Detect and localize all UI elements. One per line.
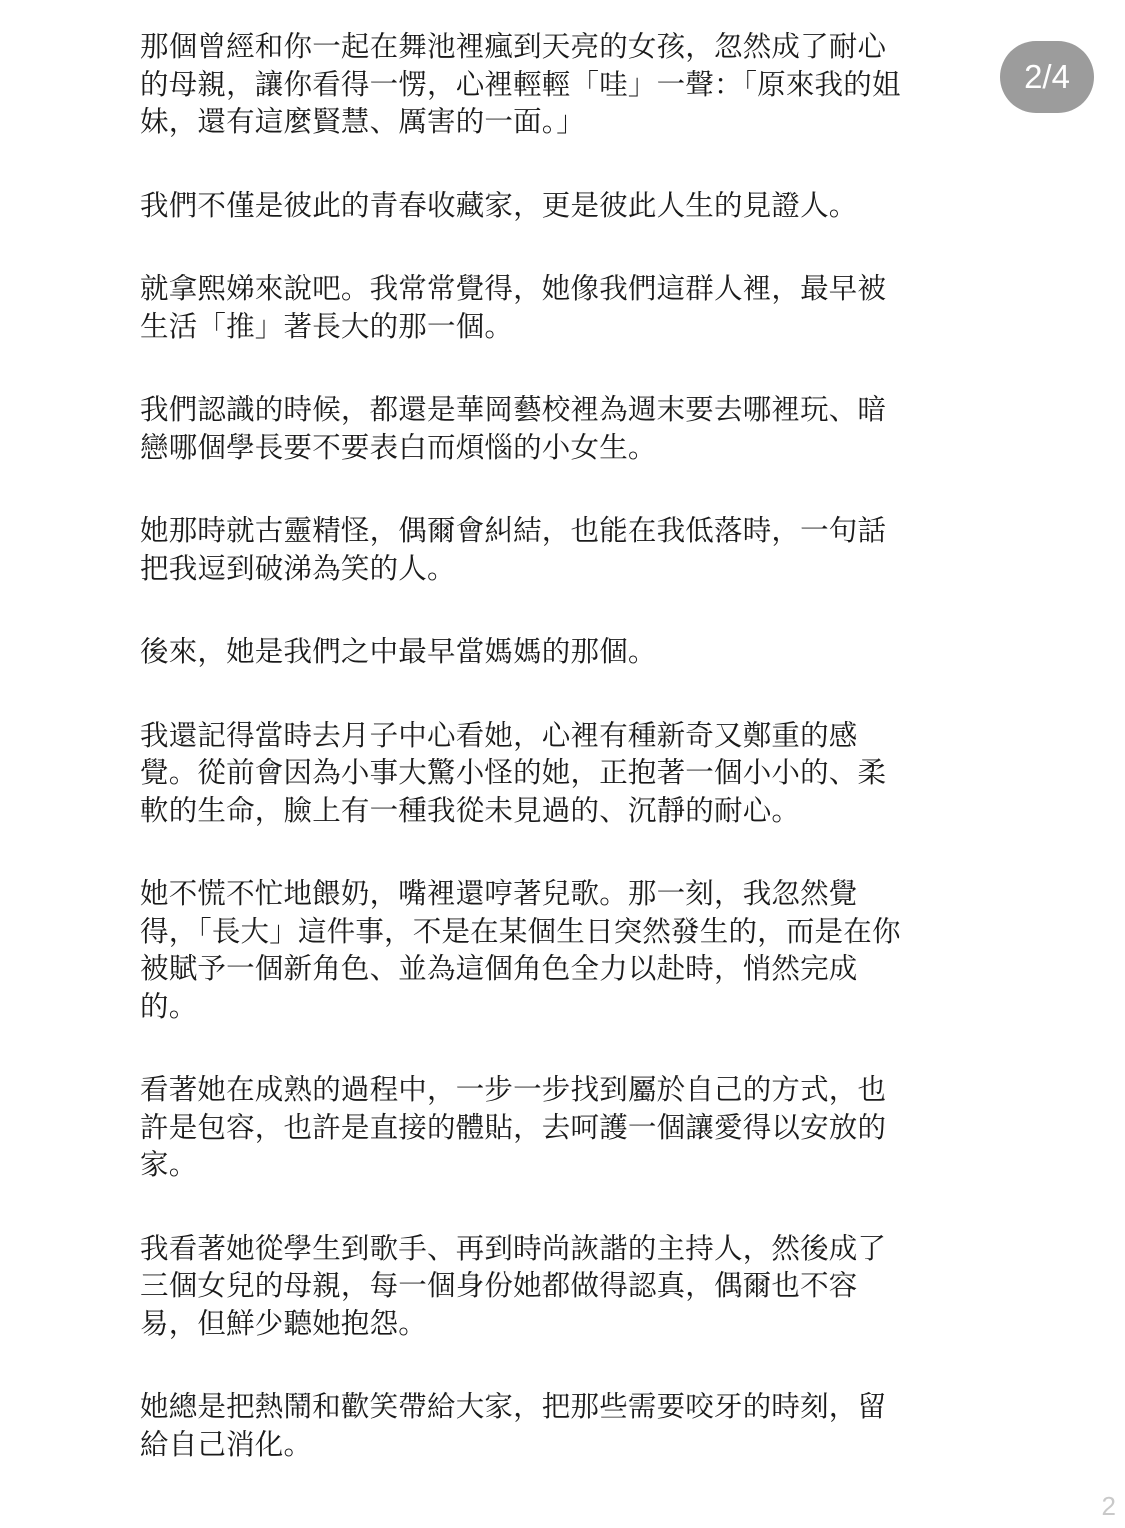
watermark: 2 [1101,1491,1117,1521]
paragraph-1: 那個曾經和你一起在舞池裡瘋到天亮的女孩，忽然成了耐心 的母親，讓你看得一愣，心裡輕輕「哇」一聲：「原來我的姐 妹，還有這麼賢慧、厲害的一面。」 [140,30,901,138]
paragraph-7: 我還記得當時去月子中心看她，心裡有種新奇又鄭重的感 覺。從前會因為小事大驚小怪的她，正抱著一個小小的、柔 軟的生命，臉上有一種我從未見過的、沉靜的耐心。 [140,718,887,827]
paragraph-2: 我們不僅是彼此的青春收藏家，更是彼此人生的見證人。 [140,188,858,222]
paragraph-5: 她那時就古靈精怪，偶爾會糾結，也能在我低落時，一句話 把我逗到破涕為笑的人。 [140,514,887,585]
paragraph-11: 她總是把熱鬧和歡笑帶給大家，把那些需要咬牙的時刻，留 給自己消化。 [140,1390,887,1461]
page-indicator-badge: 2/4 [1000,41,1094,113]
paragraph-10: 我看著她從學生到歌手、再到時尚詼諧的主持人，然後成了 三個女兒的母親，每一個身份她都做得認真，偶爾也不容 易，但鮮少聽她抱怨。 [140,1231,887,1340]
paragraph-3: 就拿熙娣來說吧。我常常覺得，她像我們這群人裡，最早被 生活「推」著長大的那一個。 [140,272,887,343]
paragraph-8: 她不慌不忙地餵奶，嘴裡還哼著兒歌。那一刻，我忽然覺 得，「長大」這件事，不是在某個生日突然發生的，而是在你 被賦予一個新角色、並為這個角色全力以赴時，悄然完成 的。 [140,877,901,1023]
paragraph-6: 後來，她是我們之中最早當媽媽的那個。 [140,635,657,668]
article-body [140,28,990,1509]
paragraph-9: 看著她在成熟的過程中，一步一步找到屬於自己的方式，也 許是包容，也許是直接的體貼，去呵護一個讓愛得以安放的 家。 [140,1073,887,1181]
paragraph-4: 我們認識的時候，都還是華岡藝校裡為週末要去哪裡玩、暗 戀哪個學長要不要表白而煩惱的小女生。 [140,393,887,464]
